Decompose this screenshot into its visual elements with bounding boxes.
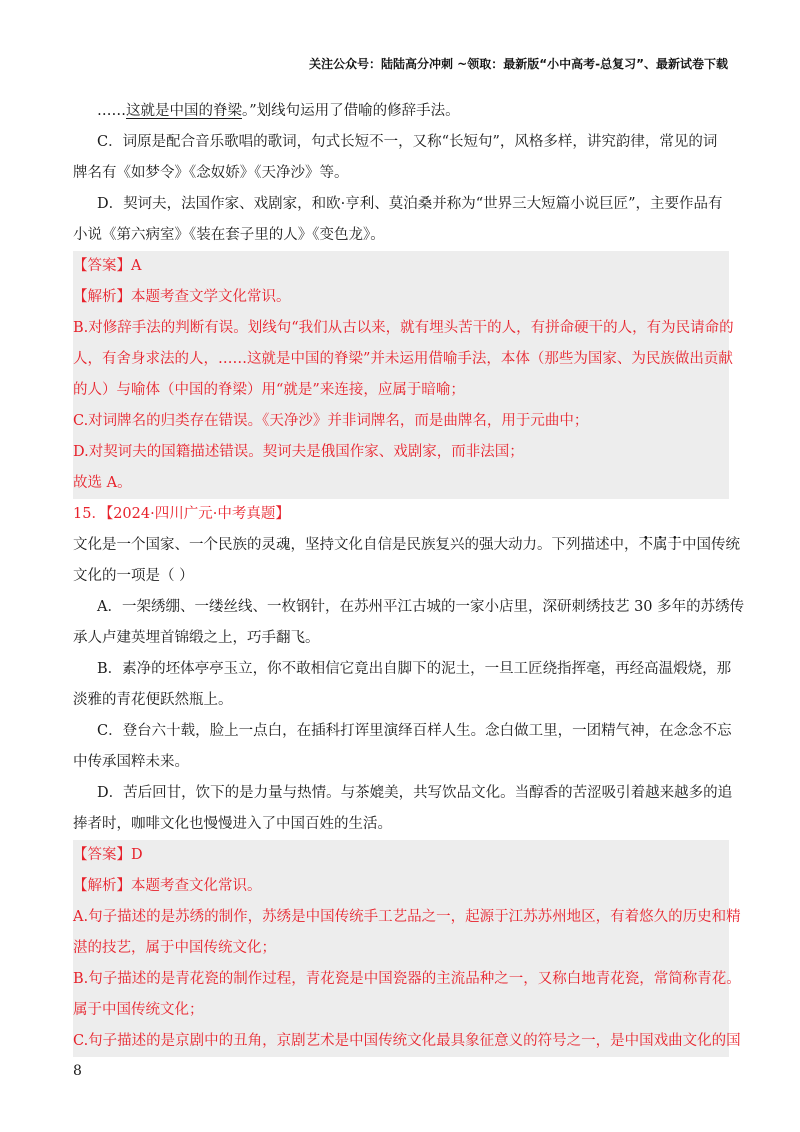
q14-analysis-d: D.对契诃夫的国籍描述错误。契诃夫是俄国作家、戏剧家，而非法国； <box>73 437 729 468</box>
q15-analysis-b2: 属于中国传统文化； <box>73 995 729 1026</box>
q14-analysis-intro: 【解析】本题考查文学文化常识。 <box>73 282 729 313</box>
q15-option-a-line2: 承人卢建英埋首锦缎之上，巧手翻飞。 <box>73 630 320 646</box>
q15-stem-line2: 文化的一项是（ ） <box>73 568 194 584</box>
q15-answer <box>73 840 729 871</box>
question-source: 【2024·四川广元·中考真题】 <box>105 506 290 522</box>
answer-value: D <box>131 847 143 863</box>
document-body <box>73 96 745 1057</box>
q15-option-c-line1: C．登台六十载，脸上一点白，在插科打诨里演绎百样人生。念白做工里，一团精气神，在念念不忘 <box>97 723 732 739</box>
q14-answer <box>73 251 729 282</box>
q14-option-d-line2: 小说《第六病室》《装在套子里的人》《变色龙》。 <box>73 227 385 243</box>
q14-analysis-c: C.对词牌名的归类存在错误。《天净沙》并非词牌名，而是曲牌名，用于元曲中； <box>73 406 729 437</box>
q14-analysis-b1: B.对修辞手法的判断有误。划线句“我们从古以来，就有埋头苦干的人，有拼命硬干的人，有为民请命的 <box>73 313 729 344</box>
q14-analysis-b3: 的人）与喻体（中国的脊梁）用“就是”来连接，应属于暗喻； <box>73 375 729 406</box>
emphasis-char: 不 <box>638 537 653 553</box>
q15-analysis-intro: 【解析】本题考查文化常识。 <box>73 871 729 902</box>
q15-option-b-line2: 淡雅的青花便跃然瓶上。 <box>73 692 233 708</box>
emphasized-phrase <box>639 537 683 553</box>
q15-option-d-line1: D．苦后回甘，饮下的是力量与热情。与茶媲美，共写饮品文化。当醇香的苦涩吸引着越来越多的追 <box>97 785 733 801</box>
emphasis-char: 于 <box>667 537 682 553</box>
answer-tag: 【答案】 <box>73 258 131 274</box>
q15-option-a-line1: A．一架绣绷、一缕丝线、一枚钢针，在苏州平江古城的一家小店里，深研刺绣技艺 30 多年的苏绣传 <box>97 599 745 615</box>
q14-option-c-line1: C．词原是配合音乐歌唱的歌词，句式长短不一，又称“长短句”，风格多样，讲究韵律，常见的词 <box>97 134 718 150</box>
answer-value: A <box>131 258 142 274</box>
q15-heading <box>73 499 729 530</box>
answer-tag: 【答案】 <box>73 847 131 863</box>
q15-analysis-b1: B.句子描述的是青花瓷的制作过程，青花瓷是中国瓷器的主流品种之一，又称白地青花瓷，常简称青花。 <box>73 964 729 995</box>
analysis-tag: 【解析】 <box>73 878 131 894</box>
q14-analysis-b2: 人，有舍身求法的人，……这就是中国的脊梁”并未运用借喻手法，本体（那些为国家、为民族做出贡献 <box>73 344 729 375</box>
q14-option-c-line2: 牌名有《如梦令》《念奴娇》《天净沙》等。 <box>73 165 349 181</box>
q15-option-d-line2: 捧者时，咖啡文化也慢慢进入了中国百姓的生活。 <box>73 816 392 832</box>
q15-stem-line1: 文化是一个国家、一个民族的灵魂，坚持文化自信是民族复兴的强大动力。下列描述中，不属于中国传统 <box>73 537 740 553</box>
emphasis-char: 属 <box>653 537 668 553</box>
q15-analysis-a2: 湛的技艺，属于中国传统文化； <box>73 933 729 964</box>
q14-option-b-tail: ……这就是中国的脊梁。”划线句运用了借喻的修辞手法。 <box>97 103 460 119</box>
q14-conclusion: 故选 A。 <box>73 468 729 499</box>
q15-option-b-line1: B．素净的坯体亭亭玉立，你不敢相信它竟出自脚下的泥土，一旦工匠绕指挥毫，再经高温煅烧，那 <box>97 661 732 677</box>
q15-analysis-a1: A.句子描述的是苏绣的制作，苏绣是中国传统手工艺品之一，起源于江苏苏州地区，有着悠久的历史和精 <box>73 902 729 933</box>
page-number: 8 <box>73 1063 82 1079</box>
q15-option-c-line2: 中传承国粹未来。 <box>73 754 189 770</box>
q14-option-d-line1: D．契诃夫，法国作家、戏剧家，和欧·亨利、莫泊桑并称为“世界三大短篇小说巨匠”，主要作品有 <box>97 196 723 212</box>
underlined-sentence: 这就是中国的脊梁 <box>126 103 242 119</box>
analysis-tag: 【解析】 <box>73 289 131 305</box>
question-number: 15． <box>73 506 106 522</box>
q15-analysis-c1: C.句子描述的是京剧中的丑角，京剧艺术是中国传统文化最具象征意义的符号之一，是中国戏曲文化的国 <box>73 1026 729 1057</box>
page-header: 关注公众号：陆陆高分冲刺 ~领取：最新版“小中高考-总复习”、最新试卷下载 <box>309 57 728 71</box>
